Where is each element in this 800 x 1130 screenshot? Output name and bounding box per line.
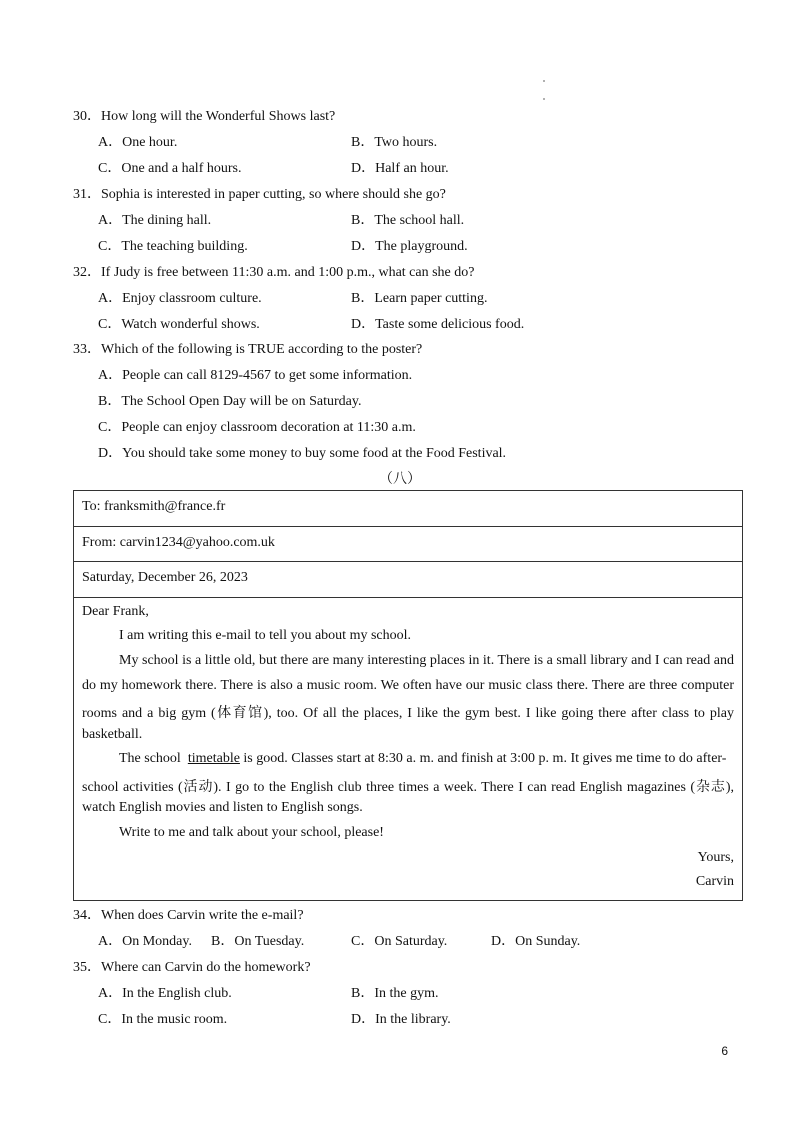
q31-option-a: A．The dining hall. — [98, 213, 212, 228]
question-35: 35．Where can Carvin do the homework? — [73, 960, 311, 975]
q33-option-d: D．You should take some money to buy some food at the Food Festival. — [98, 446, 507, 461]
q31-option-b: B．The school hall. — [351, 213, 465, 228]
q35-option-d: D．In the library. — [351, 1012, 451, 1027]
email-to: To: franksmith@france.fr — [82, 499, 226, 514]
underlined-word-timetable: timetable — [187, 751, 240, 766]
email-paragraph-2-line-2: do my homework there. There is also a music room. We often have our music class there. There are three computer — [82, 678, 734, 693]
email-from: From: carvin1234@yahoo.com.uk — [82, 535, 275, 550]
question-30: 30．How long will the Wonderful Shows last? — [73, 109, 336, 124]
section-heading: （八） — [379, 472, 421, 487]
question-33: 33．Which of the following is TRUE according to the poster? — [73, 342, 423, 357]
email-date: Saturday, December 26, 2023 — [82, 570, 248, 585]
email-paragraph-2-line-1: My school is a little old, but there are many interesting places in it. There is a small library and I can read and — [119, 653, 734, 668]
q33-option-b: B．The School Open Day will be on Saturday. — [98, 394, 362, 409]
email-p3-suffix: is good. Classes start at 8:30 a. m. and finish at 3:00 p. m. It gives me time to do after- — [239, 751, 727, 766]
email-paragraph-3-line-1 — [82, 751, 734, 767]
email-paragraph-3-line-3: watch English movies and listen to English songs. — [82, 800, 363, 815]
q35-option-c: C．In the music room. — [98, 1012, 228, 1027]
q30-option-a: A．One hour. — [98, 135, 178, 150]
q34-option-a: A．On Monday. — [98, 934, 192, 949]
question-31: 31．Sophia is interested in paper cutting, so where should she go? — [73, 187, 446, 202]
question-34: 34．When does Carvin write the e-mail? — [73, 908, 304, 923]
q33-option-c: C．People can enjoy classroom decoration at 11:30 a.m. — [98, 420, 416, 435]
q31-option-c: C．The teaching building. — [98, 239, 248, 254]
q33-option-a: A．People can call 8129-4567 to get some information. — [98, 368, 413, 383]
q34-option-b: B．On Tuesday. — [211, 934, 305, 949]
scan-speck — [543, 98, 545, 100]
question-32: 32．If Judy is free between 11:30 a.m. and 1:00 p.m., what can she do? — [73, 265, 475, 280]
email-to-row — [74, 491, 742, 527]
q32-option-d: D．Taste some delicious food. — [351, 317, 525, 332]
q34-option-c: C．On Saturday. — [351, 934, 448, 949]
email-closing: Yours, — [697, 850, 734, 865]
q32-option-a: A．Enjoy classroom culture. — [98, 291, 262, 306]
email-paragraph-4: Write to me and talk about your school, please! — [119, 825, 384, 840]
q34-option-d: D．On Sunday. — [491, 934, 581, 949]
q32-option-b: B．Learn paper cutting. — [351, 291, 488, 306]
q31-option-d: D．The playground. — [351, 239, 468, 254]
email-paragraph-1: I am writing this e-mail to tell you about my school. — [119, 628, 412, 643]
q30-option-d: D．Half an hour. — [351, 161, 449, 176]
q32-option-c: C．Watch wonderful shows. — [98, 317, 260, 332]
q35-option-a: A．In the English club. — [98, 986, 232, 1001]
email-paragraph-2-line-4: basketball. — [82, 727, 143, 742]
email-greeting: Dear Frank, — [82, 604, 149, 619]
scan-speck — [543, 80, 545, 82]
q30-option-c: C．One and a half hours. — [98, 161, 242, 176]
email-box — [73, 490, 743, 901]
email-from-row — [74, 527, 742, 562]
email-p3-prefix: The school — [119, 751, 181, 766]
page-number: 6 — [721, 1044, 728, 1058]
q35-option-b: B．In the gym. — [351, 986, 439, 1001]
email-signature: Carvin — [695, 874, 734, 889]
q30-option-b: B．Two hours. — [351, 135, 438, 150]
email-paragraph-3-line-2: school activities (活动). I go to the English club three times a week. There I can read English magazines (杂志), — [82, 780, 734, 795]
email-date-row — [74, 562, 742, 598]
email-paragraph-2-line-3: rooms and a big gym (体育馆), too. Of all the places, I like the gym best. I like going there after class to play — [82, 706, 734, 721]
